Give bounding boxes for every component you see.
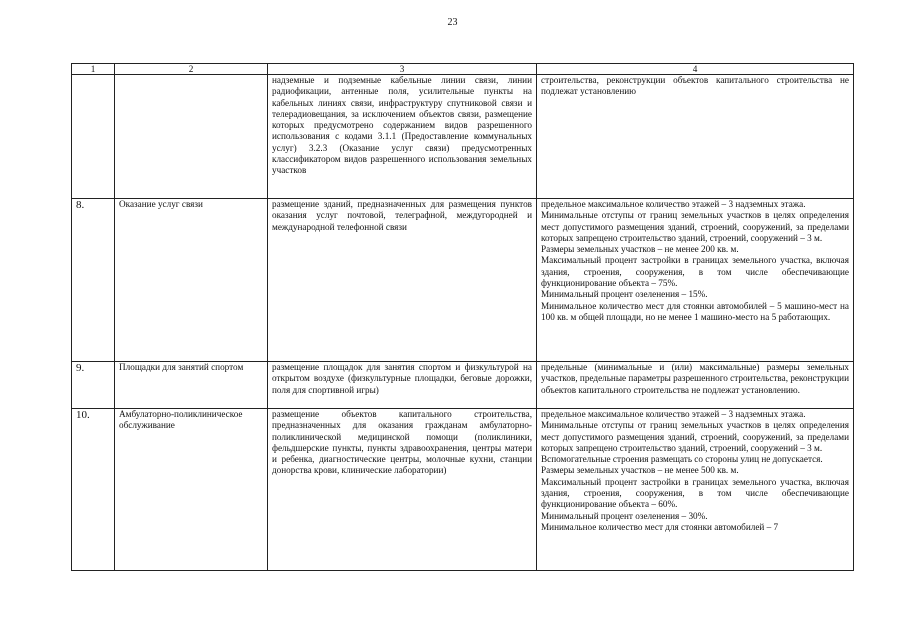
header-row (72, 64, 854, 75)
parameter-paragraph: Минимальный процент озеленения – 30%. (541, 510, 708, 521)
parameter-paragraph: Минимальный процент озеленения – 15%. (541, 289, 708, 300)
use-description (268, 409, 537, 571)
use-type-name: Амбулаторно-поликлиническое обслуживание (115, 409, 268, 571)
parameter-paragraph: Максимальный процент застройки в границах земельного участка, включая здания, строения, сооружения, в том числе обеспечивающие функционирование объекта – 75%. (541, 255, 849, 289)
parameter-paragraph: Минимальное количество мест для стоянки автомобилей – 5 машино-мест на 100 кв. м общей площади, но не менее 1 машино-место на 5 работающих. (541, 300, 849, 322)
row-number: 10. (72, 409, 115, 571)
description-paragraph: размещение объектов капитального строительства, предназначенных для оказания гражданам амбулаторно-поликлинической медицинской помощи (поликлиники, фельдшерские пункты, пункты здравоохранения, центры матери и ребенка, диагностические центры, молочные кухни, станции донорства крови, клинические лаборатории) (272, 409, 532, 476)
parameter-paragraph: предельное максимальное количество этажей – 3 надземных этажа. (541, 409, 806, 419)
table-row (72, 362, 854, 409)
use-type-name: Оказание услуг связи (115, 199, 268, 362)
description-paragraph: размещение зданий, предназначенных для размещения пунктов оказания услуг почтовой, телеграфной, междугородней и международной телефонной связи (272, 199, 532, 232)
use-type-name: Площадки для занятий спортом (115, 362, 268, 409)
parameter-paragraph: предельное максимальное количество этажей – 3 надземных этажа. (541, 199, 806, 209)
parameter-paragraph: Размеры земельных участков – не менее 500 кв. м. (541, 465, 739, 476)
table-row (72, 409, 854, 571)
header-cell-2: 2 (115, 64, 268, 75)
parameter-paragraph: Минимальные отступы от границ земельных участков в целях определения мест допустимого размещения зданий, строений, сооружений, за пределами которых запрещено строительство зданий, строений, сооружений – 3 м. (541, 210, 849, 243)
parameter-paragraph: Вспомогательные строения размещать со стороны улиц не допускается. (541, 454, 823, 465)
parameter-paragraph: строительства, реконструкции объектов капитального строительства не подлежат установлению (541, 75, 849, 97)
parameter-paragraph: предельные (минимальные и (или) максимальные) размеры земельных участков, предельные параметры разрешенного строительства, реконструкции объектов капитального строительства не подлежат установлению. (541, 362, 849, 395)
parameter-paragraph: Минимальные отступы от границ земельных участков в целях определения мест допустимого размещения зданий, строений, сооружений, за пределами которых запрещено строительство зданий, строений, сооружений – 3 м. (541, 420, 849, 453)
parameter-paragraph: Минимальное количество мест для стоянки автомобилей – 7 (541, 521, 779, 532)
header-cell-3: 3 (268, 64, 537, 75)
use-type-name (115, 75, 268, 199)
parameter-paragraph: Максимальный процент застройки в границах земельного участка, включая здания, строения, сооружения, в том числе обеспечивающие функционирование объекта – 60%. (541, 476, 849, 510)
use-parameters (537, 409, 854, 571)
row-number (72, 75, 115, 199)
row-number: 8. (72, 199, 115, 362)
header-cell-1: 1 (72, 64, 115, 75)
table-row (72, 75, 854, 199)
use-parameters (537, 199, 854, 362)
page-number: 23 (447, 17, 458, 28)
use-parameters (537, 75, 854, 199)
use-description (268, 362, 537, 409)
use-parameters (537, 362, 854, 409)
description-paragraph: размещение площадок для занятия спортом и физкультурой на открытом воздухе (физкультурные площадки, беговые дорожки, поля для спортивной игры) (272, 362, 532, 395)
header-cell-4: 4 (537, 64, 854, 75)
row-number: 9. (72, 362, 115, 409)
table-row (72, 199, 854, 362)
parameter-paragraph: Размеры земельных участков – не менее 200 кв. м. (541, 244, 739, 255)
use-description (268, 199, 537, 362)
description-paragraph: надземные и подземные кабельные линии связи, линии радиофикации, антенные поля, усилительные пункты на кабельных линиях связи, инфраструктуру спутниковой связи и телерадиовещания, за исключением объектов связи, размещение которых предусмотрено содержанием видов разрешенного использования с кодами 3.1.1 (Предоставление коммунальных услуг) 3.2.3 (Оказание услуг связи) предусмотренных классификатором видов разрешенного использования земельных участков (272, 75, 532, 176)
use-description (268, 75, 537, 199)
regulations-table (71, 63, 854, 571)
